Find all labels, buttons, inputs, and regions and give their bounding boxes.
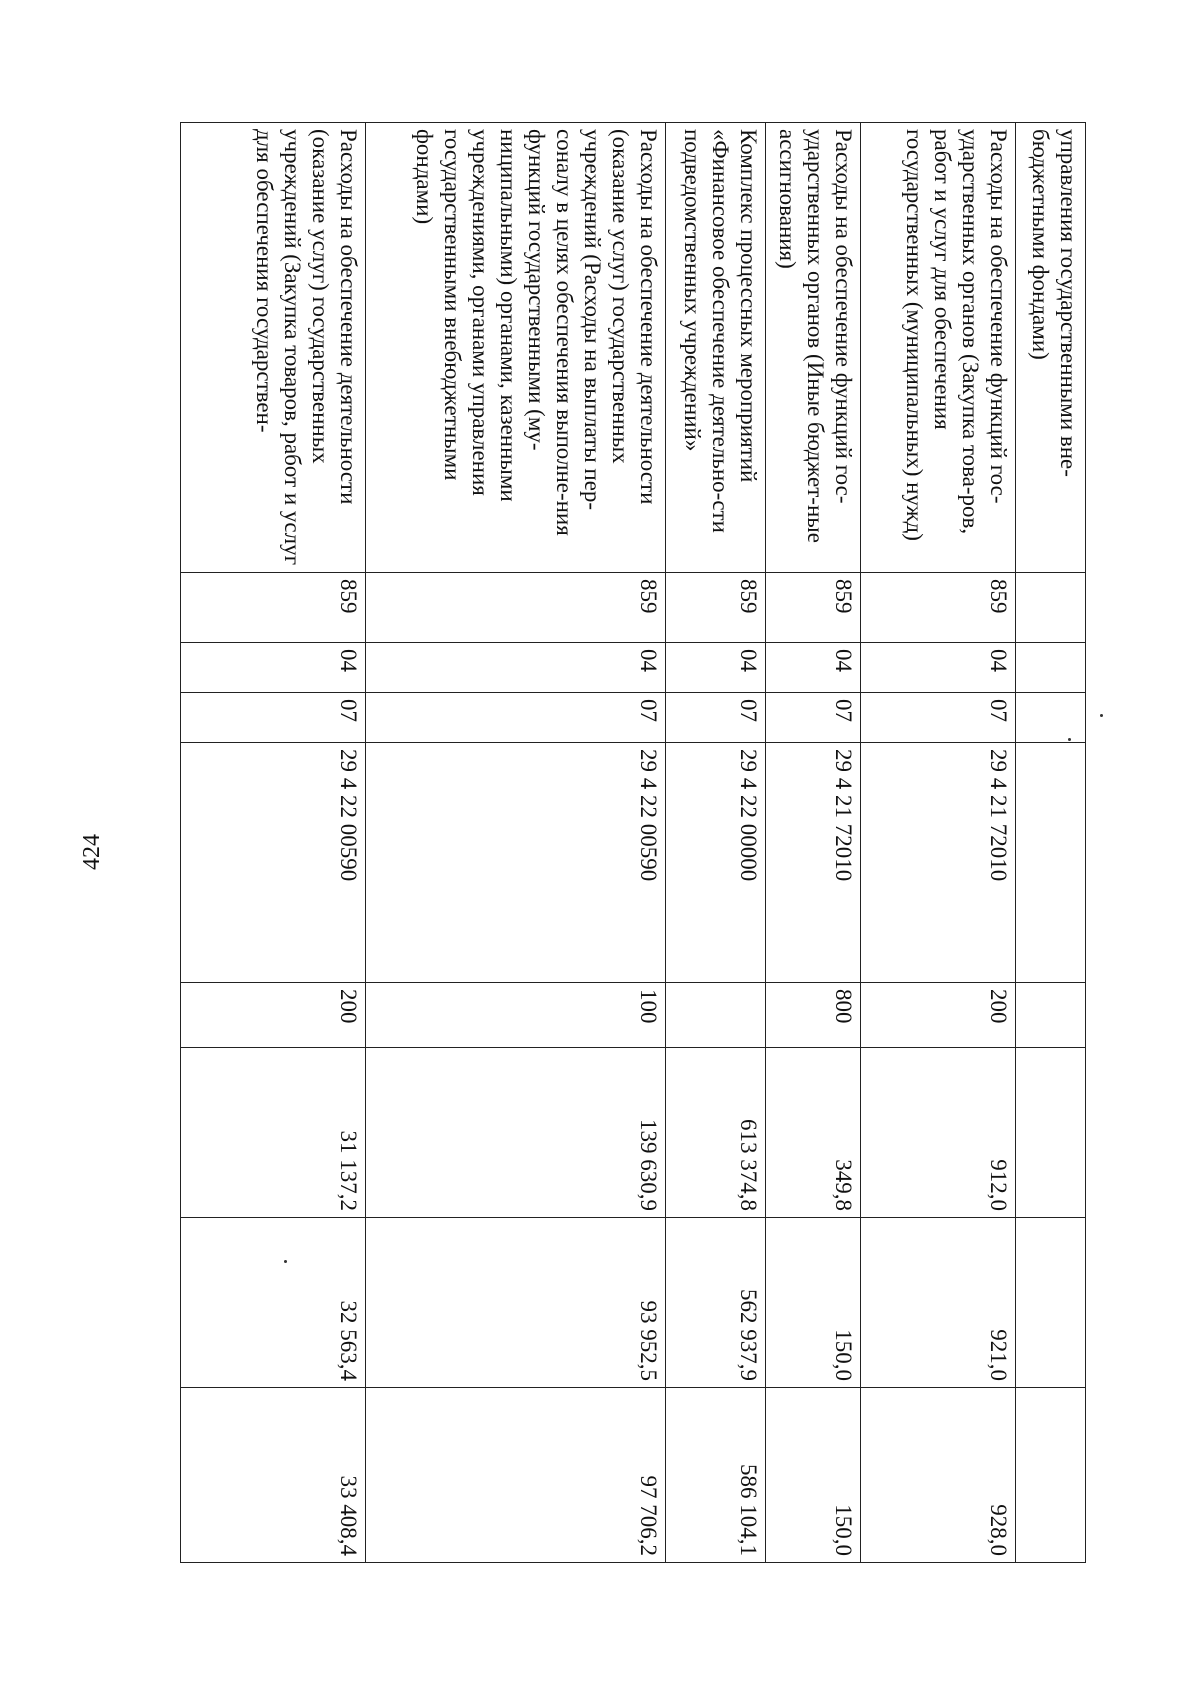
grbs-cell: 859 (181, 573, 366, 643)
year1-cell (1016, 1048, 1086, 1218)
year2-cell (1016, 1218, 1086, 1388)
year2-cell: 93 952,5 (366, 1218, 666, 1388)
name-cell: Комплекс процессных мероприятий «Финансовое обеспечение деятельно-сти подведомственных учреждений» (666, 123, 766, 573)
scan-speck (1068, 738, 1071, 741)
budget-table (180, 122, 1086, 1563)
rz-cell: 04 (766, 643, 861, 693)
rz-cell (1016, 643, 1086, 693)
scan-speck (284, 1260, 287, 1263)
table-row (366, 123, 666, 1563)
page-number: 424 (79, 834, 105, 870)
vr-cell: 200 (861, 983, 1016, 1048)
year3-cell: 97 706,2 (366, 1388, 666, 1563)
pr-cell: 07 (181, 693, 366, 743)
csr-cell (1016, 743, 1086, 983)
year2-cell: 150,0 (766, 1218, 861, 1388)
vr-cell: 800 (766, 983, 861, 1048)
pr-cell: 07 (666, 693, 766, 743)
pr-cell: 07 (366, 693, 666, 743)
year1-cell: 349,8 (766, 1048, 861, 1218)
year3-cell (1016, 1388, 1086, 1563)
table-row (181, 123, 366, 1563)
rz-cell: 04 (666, 643, 766, 693)
year1-cell: 139 630,9 (366, 1048, 666, 1218)
year3-cell: 928,0 (861, 1388, 1016, 1563)
grbs-cell: 859 (366, 573, 666, 643)
rz-cell: 04 (861, 643, 1016, 693)
vr-cell (1016, 983, 1086, 1048)
table-row (666, 123, 766, 1563)
year1-cell: 912,0 (861, 1048, 1016, 1218)
grbs-cell: 859 (861, 573, 1016, 643)
csr-cell: 29 4 22 00590 (366, 743, 666, 983)
table-row (861, 123, 1016, 1563)
name-cell: Расходы на обеспечение деятельности (оказание услуг) государственных учреждений (Закупка товаров, работ и услуг для обеспечения государствен- (181, 123, 366, 573)
year2-cell: 921,0 (861, 1218, 1016, 1388)
year3-cell: 33 408,4 (181, 1388, 366, 1563)
rz-cell: 04 (366, 643, 666, 693)
grbs-cell (1016, 573, 1086, 643)
vr-cell: 200 (181, 983, 366, 1048)
table-row (766, 123, 861, 1563)
year1-cell: 613 374,8 (666, 1048, 766, 1218)
budget-table-container (181, 122, 1086, 1562)
rz-cell: 04 (181, 643, 366, 693)
pr-cell: 07 (766, 693, 861, 743)
year3-cell: 150,0 (766, 1388, 861, 1563)
name-cell: Расходы на обеспечение функций гос-ударственных органов (Иные бюджет-ные ассигнования) (766, 123, 861, 573)
grbs-cell: 859 (666, 573, 766, 643)
year3-cell: 586 104,1 (666, 1388, 766, 1563)
vr-cell (666, 983, 766, 1048)
vr-cell: 100 (366, 983, 666, 1048)
year2-cell: 562 937,9 (666, 1218, 766, 1388)
csr-cell: 29 4 22 00590 (181, 743, 366, 983)
csr-cell: 29 4 22 00000 (666, 743, 766, 983)
year2-cell: 32 563,4 (181, 1218, 366, 1388)
name-cell: Расходы на обеспечение функций гос-ударственных органов (Закупка това-ров, работ и услуг для обеспечения государственных (муниципальных) нужд) (861, 123, 1016, 573)
scan-speck (1100, 714, 1103, 717)
grbs-cell: 859 (766, 573, 861, 643)
year1-cell: 31 137,2 (181, 1048, 366, 1218)
pr-cell (1016, 693, 1086, 743)
table-row (1016, 123, 1086, 1563)
name-cell: управления государственными вне-бюджетными фондами) (1016, 123, 1086, 573)
pr-cell: 07 (861, 693, 1016, 743)
name-cell: Расходы на обеспечение деятельности (оказание услуг) государственных учреждений (Расходы на выплаты пер-соналу в целях обеспечения выполне-ния функций государственными (му-ниципальными) органами, казенными учреждениями, органами управления государственными внебюджетными фондами) (366, 123, 666, 573)
csr-cell: 29 4 21 72010 (861, 743, 1016, 983)
csr-cell: 29 4 21 72010 (766, 743, 861, 983)
